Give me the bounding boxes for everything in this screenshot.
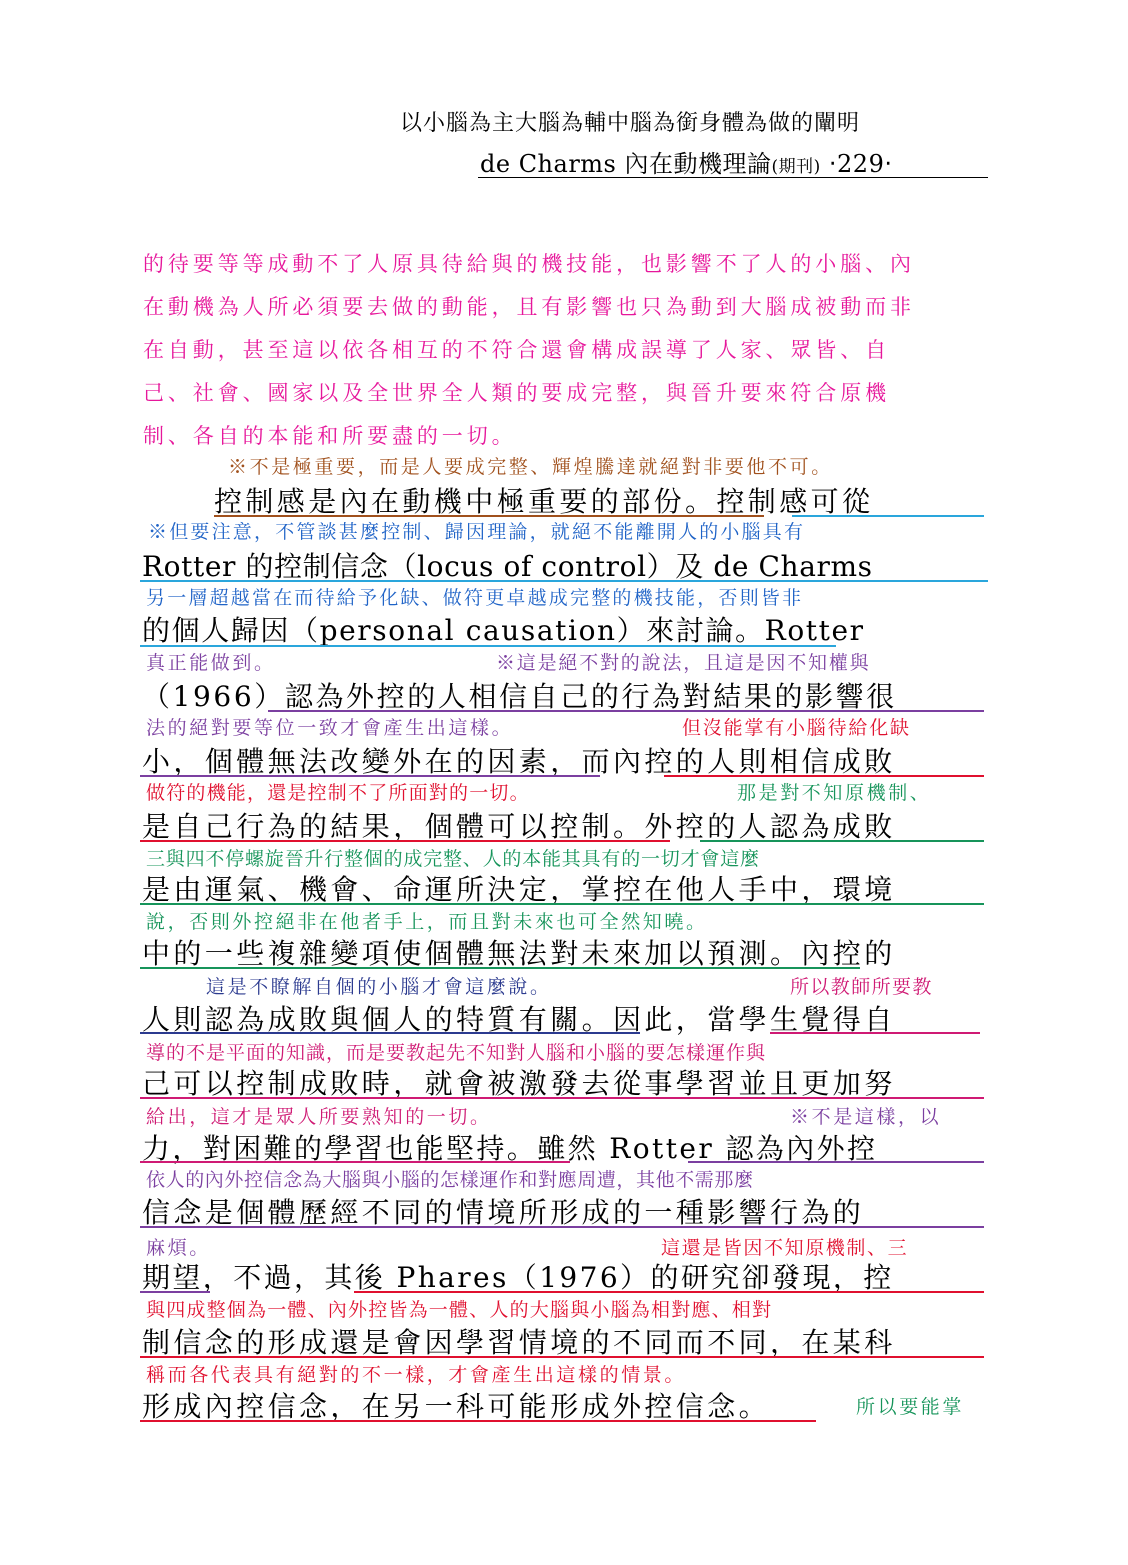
underline-mark [688,1161,984,1163]
underline-mark [140,1291,210,1293]
body-line: 信念是個體歷經不同的情境所形成的一種影響行為的 [142,1196,865,1229]
annotation: 三與四不停螺旋晉升行整個的成完整、人的本能其具有的一切才會這麼 [146,848,760,870]
body-line: 是自己行為的結果，個體可以控制。外控的人認為成敗 [142,810,896,843]
underline-mark [792,515,984,517]
underline-mark [700,840,984,842]
annotation: 給出，這才是眾人所要熟知的一切。 [146,1106,492,1128]
body-line: 形成內控信念，在另一科可能形成外控信念。 [142,1390,771,1423]
annotation: ※但要注意，不管談甚麼控制、歸因理論，就絕不能離開人的小腦具有 [148,521,806,543]
body-line: 制信念的形成還是會因學習情境的不同而不同，在某科 [142,1326,896,1359]
header-page-number: ‧229‧ [820,150,893,178]
intro-comment-line: 在動機為人所必須要去做的動能，且有影響也只為動到大腦成被動而非 [143,295,915,319]
annotation: 另一層超越當在而待給予化缺、做符更卓越成完整的機技能，否則皆非 [146,587,804,609]
underline-mark [354,1291,984,1293]
intro-comment [143,243,993,458]
body-line: 的個人歸因（personal causation）來討論。Rotter [142,614,865,647]
running-header-title: 以小腦為主大腦為輔中腦為銜身體為做的闡明 [400,111,861,136]
running-header-subtitle [480,144,892,179]
body-line: Rotter 的控制信念（locus of control）及 de Charms [142,550,873,583]
annotation: 說，否則外控絕非在他者手上，而且對未來也可全然知曉。 [146,911,708,933]
annotation: 做符的機能，還是控制不了所面對的一切。 [146,782,530,804]
underline-mark [140,645,836,647]
annotation: 依人的內外控信念為大腦與小腦的怎樣運作和對應周遭，其他不需那麼 [146,1169,754,1191]
body-line: 己可以控制成敗時，就會被激發去從事學習並且更加努 [142,1067,896,1100]
annotation: 那是對不知原機制、 [737,782,932,804]
body-line: 小，個體無法改變外在的因素，而內控的人則相信成敗 [142,745,896,778]
intro-comment-line: 制、各自的本能和所要盡的一切。 [143,424,517,448]
annotation: 導的不是平面的知識，而是要教起先不知對人腦和小腦的要怎樣運作與 [146,1042,767,1064]
underline-mark [140,840,670,842]
annotation: 真正能做到。 [146,652,276,674]
underline-mark [140,1226,984,1228]
body-line: 控制感是內在動機中極重要的部份。控制感可從 [214,485,874,518]
intro-comment-line: 己、社會、國家以及全世界全人類的要成完整，與晉升要來符合原機 [143,381,890,405]
body-line: 是由運氣、機會、命運所決定，掌控在他人手中，環境 [142,873,896,906]
underline-mark [140,1420,816,1422]
intro-comment-line: 的待要等等成動不了人原具待給與的機技能，也影響不了人的小腦、內 [143,252,915,276]
header-article-title: de Charms 內在動機理論 [480,150,772,178]
intro-comment-line: 在自動，甚至這以依各相互的不符合還會構成誤導了人家、眾皆、自 [143,338,890,362]
header-rule [478,177,988,178]
underline-mark [140,1097,984,1099]
underline-mark [214,515,764,517]
underline-mark [268,710,984,712]
annotation: 稱而各代表具有絕對的不一樣，才會產生出這樣的情景。 [146,1364,687,1386]
header-publication-type: (期刊) [771,157,821,177]
annotation: 這還是皆因不知原機制、三 [661,1237,909,1259]
body-line: 力，對困難的學習也能堅持。雖然 Rotter 認為內外控 [142,1132,878,1165]
underline-mark [140,1356,984,1358]
body-line: 中的一些複雜變項使個體無法對未來加以預測。內控的 [142,937,896,970]
annotation: 法的絕對要等位一致才會產生出這樣。 [146,717,514,739]
underline-mark [664,775,984,777]
annotation: ※這是絕不對的說法，且這是因不知權與 [496,652,871,674]
body-line: 人則認為成敗與個人的特質有關。因此，當學生覺得自 [142,1003,896,1036]
annotation: ※不是極重要，而是人要成完整、輝煌騰達就絕對非要他不可。 [228,456,833,478]
underline-mark [140,775,600,777]
annotation: 這是不瞭解自個的小腦才會這麼說。 [206,976,552,998]
body-line: 期望，不過，其後 Phares（1976）的研究卻發現，控 [142,1261,894,1294]
annotation: 與四成整個為一體、內外控皆為一體、人的大腦與小腦為相對應、相對 [146,1299,773,1321]
annotation: 但沒能掌有小腦待給化缺 [682,717,911,739]
annotation: 所以要能掌 [856,1396,965,1418]
underline-mark [140,1161,570,1163]
body-line: （1966）認為外控的人相信自己的行為對結果的影響很 [142,680,897,713]
underline-mark [140,580,988,582]
underline-mark [140,903,984,905]
underline-mark [140,967,860,969]
underline-mark [140,1032,640,1034]
annotation: ※不是這樣，以 [790,1106,942,1128]
annotation: 所以教師所要教 [790,976,933,998]
underline-mark [770,1032,980,1034]
annotation: 麻煩。 [146,1237,211,1259]
